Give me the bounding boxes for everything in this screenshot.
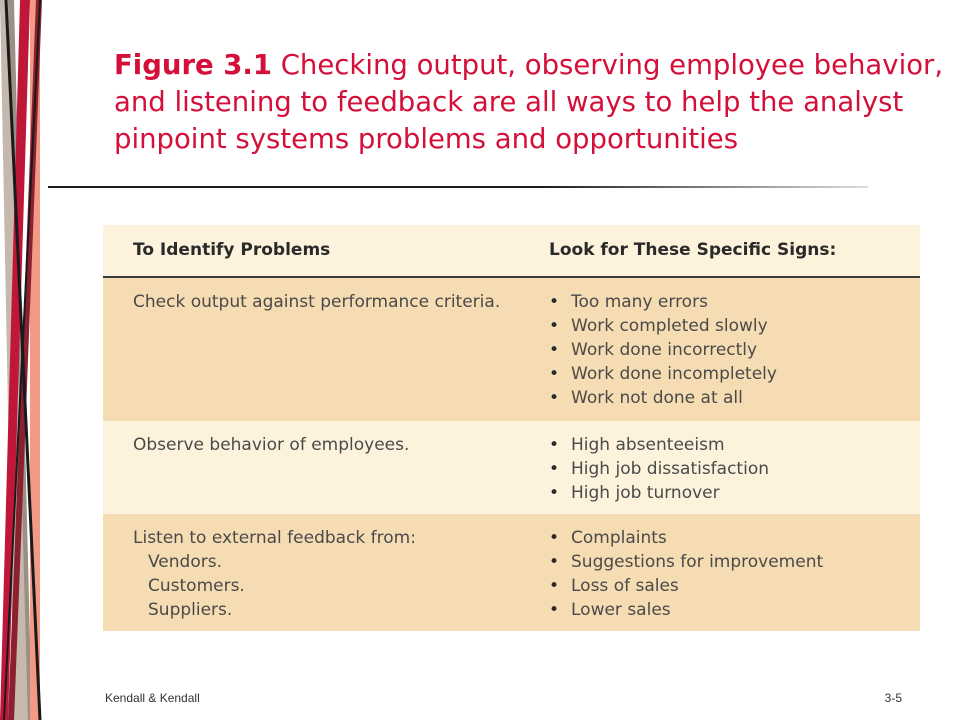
bullet-icon: • (549, 459, 560, 479)
table-header (103, 225, 920, 278)
sign-item: • Lower sales (549, 600, 671, 620)
identify-cell (133, 290, 500, 314)
figure-title (114, 47, 944, 158)
sign-item: • High job dissatisfaction (549, 459, 769, 479)
identify-text: Observe behavior of employees. (133, 435, 410, 455)
sign-item: • Loss of sales (549, 576, 679, 596)
sign-item: • Work completed slowly (549, 316, 768, 336)
identify-text: Listen to external feedback from: (133, 528, 416, 548)
feedback-source: Customers. (148, 576, 245, 596)
feedback-source: Vendors. (148, 552, 222, 572)
bullet-icon: • (549, 388, 560, 408)
sign-item: • High absenteeism (549, 435, 725, 455)
sign-item: • Work done incompletely (549, 364, 777, 384)
table-row-observe-behavior (103, 421, 920, 514)
table-row-external-feedback (103, 514, 920, 631)
footer-page-number: 3-5 (884, 691, 902, 705)
header-specific-signs: Look for These Specific Signs: (549, 240, 837, 260)
sign-item: • Work done incorrectly (549, 340, 758, 360)
bullet-icon: • (549, 528, 560, 548)
signs-cell (549, 290, 777, 410)
identify-cell (133, 526, 416, 622)
sign-item: • Suggestions for improvement (549, 552, 824, 572)
bullet-icon: • (549, 435, 560, 455)
identify-text: Check output against performance criteria. (133, 292, 501, 312)
figure-label: Figure 3.1 (114, 49, 272, 81)
identify-cell (133, 433, 409, 457)
figure-caption: Checking output, observing employee behavior, and listening to feedback are all ways to help the analyst pinpoint systems problems and opportunities (114, 49, 944, 155)
feedback-source: Suppliers. (148, 600, 233, 620)
signs-cell (549, 433, 769, 505)
sign-item: • Too many errors (549, 292, 708, 312)
bullet-icon: • (549, 552, 560, 572)
bullet-icon: • (549, 316, 560, 336)
bullet-icon: • (549, 600, 560, 620)
bullet-icon: • (549, 292, 560, 312)
bullet-icon: • (549, 340, 560, 360)
bullet-icon: • (549, 364, 560, 384)
signs-cell (549, 526, 823, 622)
bullet-icon: • (549, 483, 560, 503)
problems-table (103, 225, 920, 631)
decorative-stripe (0, 0, 48, 720)
sign-item: • High job turnover (549, 483, 720, 503)
header-identify-problems: To Identify Problems (133, 240, 331, 260)
sign-item: • Work not done at all (549, 388, 743, 408)
title-divider (48, 186, 868, 188)
sign-item: • Complaints (549, 528, 667, 548)
bullet-icon: • (549, 576, 560, 596)
footer-author: Kendall & Kendall (105, 691, 200, 705)
table-row-check-output (103, 278, 920, 421)
